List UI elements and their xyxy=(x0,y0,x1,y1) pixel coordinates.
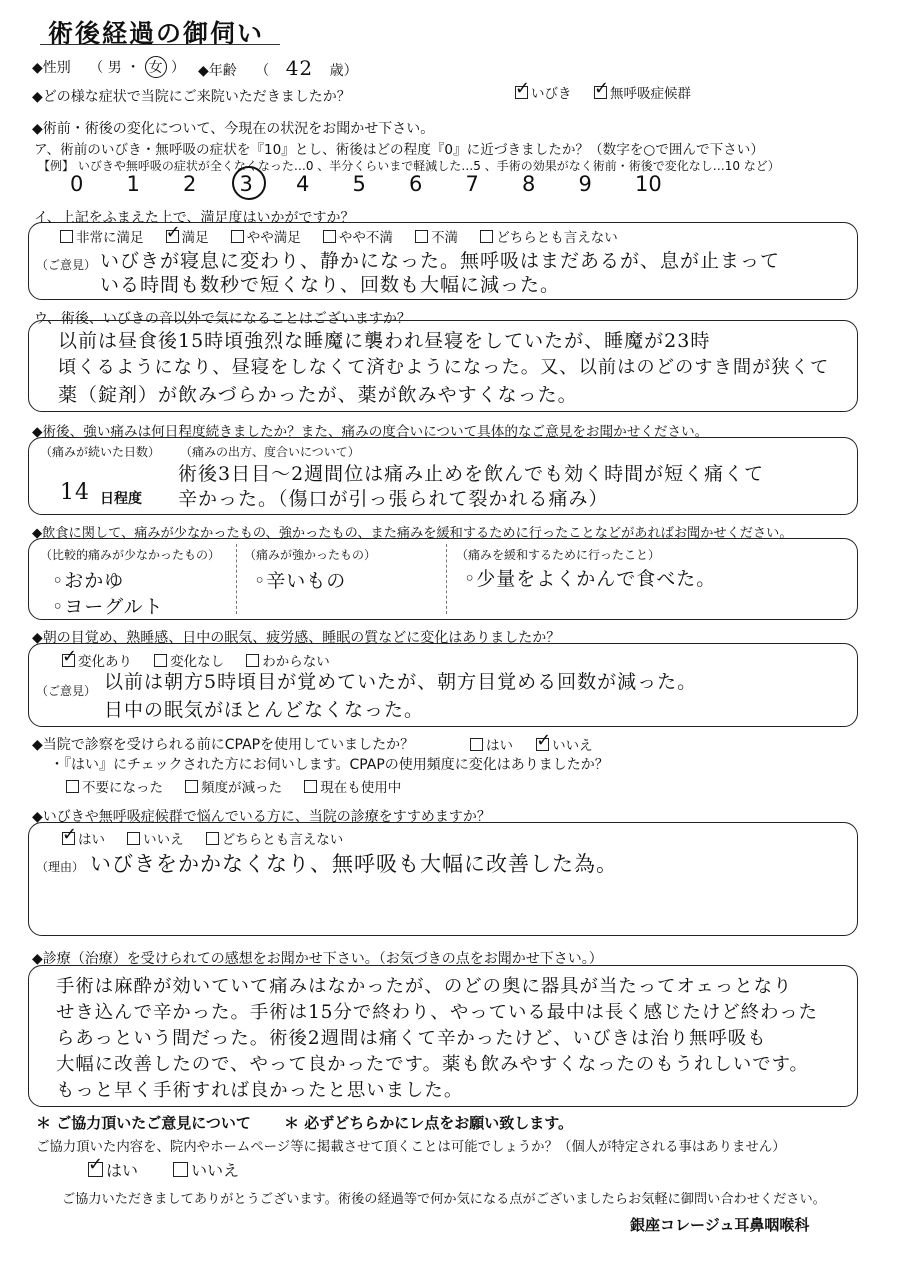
q8-sub-option-reduced[interactable] xyxy=(185,776,282,796)
q9-options xyxy=(62,828,361,848)
q5-question: ◆術後、強い痛みは何日程度続きましたか？また、痛みの度合いについて具体的なご意見をお聞かせください。 xyxy=(32,424,709,440)
q9-option-no[interactable] xyxy=(127,828,184,848)
q6-col1-item-1[interactable]: ◦おかゆ xyxy=(52,570,125,592)
q7-answer-line-2[interactable]: 日中の眠気がほとんどなくなった。 xyxy=(104,699,425,721)
q8-sub-option-still-using[interactable] xyxy=(304,776,401,796)
checkbox-checked[interactable] xyxy=(62,654,75,667)
scale-5[interactable]: 5 xyxy=(352,172,366,196)
age-label: ◆年齢 xyxy=(198,63,237,79)
gender-row xyxy=(32,56,185,78)
q3-answer-line-1[interactable]: いびきが寝息に変わり、静かになった。無呼吸はまだあるが、息が止まって xyxy=(100,250,781,272)
gender-label: ◆性別 xyxy=(32,60,71,76)
option-label: どちらとも言えない xyxy=(496,230,618,246)
q3-option-very-satisfied[interactable] xyxy=(60,226,144,246)
q10-answer-line-1[interactable]: 手術は麻酔が効いていて痛みはなかったが、のどの奥に器具が当たってオェっとなり xyxy=(56,976,793,997)
q6-question: ◆飲食に関して、痛みが少なかったもの、強かったもの、また痛みを緩和するために行ったことなどがあればお聞かせください。 xyxy=(32,526,793,541)
q10-answer-line-3[interactable]: らあっという間だった。術後2週間は痛くて辛かったけど、いびきは治り無呼吸も xyxy=(56,1028,767,1049)
scale-4[interactable]: 4 xyxy=(296,172,310,196)
checkbox[interactable] xyxy=(127,832,140,845)
q9-option-yes[interactable] xyxy=(62,828,105,848)
checkbox[interactable] xyxy=(185,780,198,793)
consent-question: ご協力頂いた内容を、院内やホームページ等に掲載させて頂くことは可能でしょうか？（個人が特定される事はありません） xyxy=(36,1140,786,1155)
q5-days-suffix: 日程度 xyxy=(100,491,142,507)
age-paren-open: （ xyxy=(255,63,270,79)
q4-answer-line-2[interactable]: 頃くるようになり、昼寝をしなくて済むようになった。又、以前はのどのすき間が狭くて xyxy=(58,357,830,378)
footer-clinic-name: 銀座コレージュ耳鼻咽喉科 xyxy=(630,1216,810,1234)
scale-3[interactable] xyxy=(240,172,297,196)
option-label: いいえ xyxy=(191,1161,240,1180)
footer-thanks: ご協力いただきましてありがとうございます。術後の経過等で何か気になる点がございましたらお気軽に御問い合わせください。 xyxy=(62,1192,826,1207)
option-label: 現在も使用中 xyxy=(320,780,402,796)
q1-option-apnea-label: 無呼吸症候群 xyxy=(609,86,691,102)
consent-options xyxy=(88,1158,257,1181)
option-label: 非常に満足 xyxy=(76,230,144,246)
q8-question: ◆当院で診察を受けられる前にCPAPを使用していましたか？ xyxy=(32,737,415,753)
q6-col1-label: （比較的痛みが少なかったもの） xyxy=(40,548,221,562)
gender-separator: ・ xyxy=(126,60,141,76)
checkbox-checked[interactable] xyxy=(594,86,607,99)
gender-paren-close: ） xyxy=(171,60,186,76)
q3-options xyxy=(60,226,636,246)
q6-divider-2 xyxy=(446,544,447,614)
option-label: はい xyxy=(486,738,513,754)
option-label: やや満足 xyxy=(246,230,301,246)
q8-options xyxy=(470,734,611,754)
q9-question: ◆いびきや無呼吸症候群で悩んでいる方に、当院の診療をすすめますか？ xyxy=(32,809,491,825)
checkbox[interactable] xyxy=(246,654,259,667)
q3-option-somewhat-dissatisfied[interactable] xyxy=(323,226,393,246)
q1-option-snoring[interactable] xyxy=(515,82,572,102)
q8-sub-options xyxy=(66,776,419,796)
checkbox[interactable] xyxy=(304,780,317,793)
scale-7[interactable]: 7 xyxy=(465,172,479,196)
q9-reason-label: （理由） xyxy=(36,860,85,874)
checkbox[interactable] xyxy=(480,230,493,243)
gender-male-option[interactable]: 男 xyxy=(107,60,122,76)
age-suffix: 歳） xyxy=(329,63,358,79)
checkbox[interactable] xyxy=(173,1162,188,1177)
q3-option-neither[interactable] xyxy=(480,226,618,246)
age-row xyxy=(198,56,358,80)
gender-paren-open: （ xyxy=(89,60,104,76)
scale-10[interactable]: 10 xyxy=(635,172,662,196)
q2-scale xyxy=(70,172,692,196)
scale-0[interactable]: 0 xyxy=(70,172,84,196)
scale-1[interactable]: 1 xyxy=(126,172,140,196)
q7-answer-line-1[interactable]: 以前は朝方5時頃目が覚めていたが、朝方目覚める回数が減った。 xyxy=(104,671,698,693)
q7-opinion-label: （ご意見） xyxy=(36,684,97,698)
option-label: 満足 xyxy=(181,230,209,246)
q6-col3-item-1[interactable]: ◦少量をよくかんで食べた。 xyxy=(464,568,717,590)
scale-9[interactable]: 9 xyxy=(578,172,592,196)
q10-answer-line-4[interactable]: 大幅に改善したので、やって良かったです。薬も飲みやすくなったのもうれしいです。 xyxy=(56,1054,809,1075)
option-label: はい xyxy=(78,832,105,848)
q1-option-snoring-label: いびき xyxy=(531,86,572,102)
checkbox[interactable] xyxy=(66,780,79,793)
q3-option-satisfied[interactable] xyxy=(166,226,209,246)
checkbox-checked[interactable] xyxy=(88,1162,103,1177)
q7-question: ◆朝の目覚め、熟睡感、日中の眠気、疲労感、睡眠の質などに変化はありましたか？ xyxy=(32,630,561,646)
q2-question: ◆術前・術後の変化について、今現在の状況をお聞かせ下さい。 xyxy=(32,121,435,137)
q4-question: ウ、術後、いびきの音以外で気になることはございますか？ xyxy=(34,311,411,327)
checkbox[interactable] xyxy=(231,230,244,243)
checkbox[interactable] xyxy=(154,654,167,667)
q8-sub-question: ・『はい』にチェックされた方にお伺いします。CPAPの使用頻度に変化はありましたか？ xyxy=(50,757,609,773)
q3-option-somewhat-satisfied[interactable] xyxy=(231,226,301,246)
q5-answer-line-2[interactable]: 辛かった。（傷口が引っ張られて裂かれる痛み） xyxy=(178,488,609,510)
q5-days-label: （痛みが続いた日数） xyxy=(40,445,161,459)
gender-female-option[interactable]: 女 xyxy=(145,56,167,78)
option-label: はい xyxy=(106,1161,139,1180)
q5-days-value[interactable]: 14 xyxy=(60,480,90,505)
q8-option-yes[interactable] xyxy=(470,734,513,754)
q5-degree-label: （痛みの出方、度合いについて） xyxy=(180,445,360,459)
consent-option-no[interactable] xyxy=(173,1158,239,1181)
q2-sub-a: ア、術前のいびき・無呼吸の症状を『10』とし、術後はどの程度『0』に近づきましたか？（数字を○で囲んで下さい） xyxy=(34,142,764,158)
checkbox-checked[interactable] xyxy=(62,832,75,845)
checkbox[interactable] xyxy=(206,832,219,845)
scale-6[interactable]: 6 xyxy=(409,172,423,196)
q6-col2-item-1[interactable]: ◦辛いもの xyxy=(254,570,347,592)
checkbox[interactable] xyxy=(470,738,483,751)
option-label: いいえ xyxy=(143,832,184,848)
q10-answer-line-5[interactable]: もっと早く手術すれば良かったと思いました。 xyxy=(56,1080,464,1101)
q3-question: イ、上記をふまえた上で、満足度はいかがですか？ xyxy=(34,210,355,226)
option-label: どちらとも言えない xyxy=(221,832,344,848)
page-title: 術後経過の御伺い xyxy=(48,19,265,48)
q3-opinion-label: （ご意見） xyxy=(36,258,97,272)
option-label: 不要になった xyxy=(82,780,163,796)
checkbox[interactable] xyxy=(60,230,73,243)
q1-question: ◆どの様な症状で当院にご来院いただきましたか？ xyxy=(32,89,351,105)
option-label: いいえ xyxy=(552,738,593,754)
scale-3-label: 3 xyxy=(239,172,253,196)
q1-options xyxy=(515,82,709,102)
q6-col3-label: （痛みを緩和するために行ったこと） xyxy=(456,548,661,562)
checkbox[interactable] xyxy=(415,230,428,243)
option-label: 頻度が減った xyxy=(201,780,283,796)
q8-option-no[interactable] xyxy=(536,734,593,754)
option-label: 不満 xyxy=(431,230,459,246)
scale-8[interactable]: 8 xyxy=(522,172,536,196)
q1-option-apnea[interactable] xyxy=(594,82,691,102)
scale-circle-mark xyxy=(232,166,266,200)
q10-question: ◆診療（治療）を受けられての感想をお聞かせ下さい。（お気づきの点をお聞かせ下さい。） xyxy=(32,951,603,967)
option-label: 変化なし xyxy=(170,654,225,670)
age-value[interactable]: 42 xyxy=(285,56,314,80)
checkbox-checked[interactable] xyxy=(536,738,549,751)
option-label: わからない xyxy=(262,654,330,670)
checkbox-checked[interactable] xyxy=(166,230,179,243)
q2-example: 【例】 いびきや無呼吸の症状が全くなくなった…0 、半分くらいまで軽減した…5 、手術の効果がなく術前・術後で変化なし…10 など） xyxy=(38,159,780,173)
consent-option-yes[interactable] xyxy=(88,1158,138,1181)
q5-answer-line-1[interactable]: 術後3日目～2週間位は痛み止めを飲んでも効く時間が短く痛くて xyxy=(178,463,765,485)
q4-answer-line-1[interactable]: 以前は昼食後15時頃強烈な睡魔に襲われ昼寝をしていたが、睡魔が23時 xyxy=(58,330,711,352)
checkbox[interactable] xyxy=(323,230,336,243)
consent-heading-note: ＊ 必ずどちらかにレ点をお願い致します。 xyxy=(284,1114,574,1132)
q6-col1-item-2[interactable]: ◦ヨーグルト xyxy=(52,596,164,618)
scale-2[interactable]: 2 xyxy=(183,172,197,196)
title-underline xyxy=(40,44,280,45)
q9-answer-line-1[interactable]: いびきをかかなくなり、無呼吸も大幅に改善した為。 xyxy=(90,852,618,876)
q9-option-neither[interactable] xyxy=(206,828,344,848)
checkbox-checked[interactable] xyxy=(515,86,528,99)
q3-option-dissatisfied[interactable] xyxy=(415,226,458,246)
q4-answer-line-3[interactable]: 薬（錠剤）が飲みづらかったが、薬が飲みやすくなった。 xyxy=(58,384,578,406)
q10-answer-line-2[interactable]: せき込んで辛かった。手術は15分で終わり、やっている最中は長く感じたけど終わった xyxy=(56,1002,819,1023)
q8-sub-option-unneeded[interactable] xyxy=(66,776,163,796)
q3-answer-line-2[interactable]: いる時間も数秒で短くなり、回数も大幅に減った。 xyxy=(100,274,561,296)
q6-divider-1 xyxy=(236,544,237,614)
option-label: 変化あり xyxy=(78,654,132,670)
consent-heading: ＊ ご協力頂いたご意見について xyxy=(36,1114,251,1132)
q6-col2-label: （痛みが強かったもの） xyxy=(244,548,377,562)
option-label: やや不満 xyxy=(338,230,393,246)
